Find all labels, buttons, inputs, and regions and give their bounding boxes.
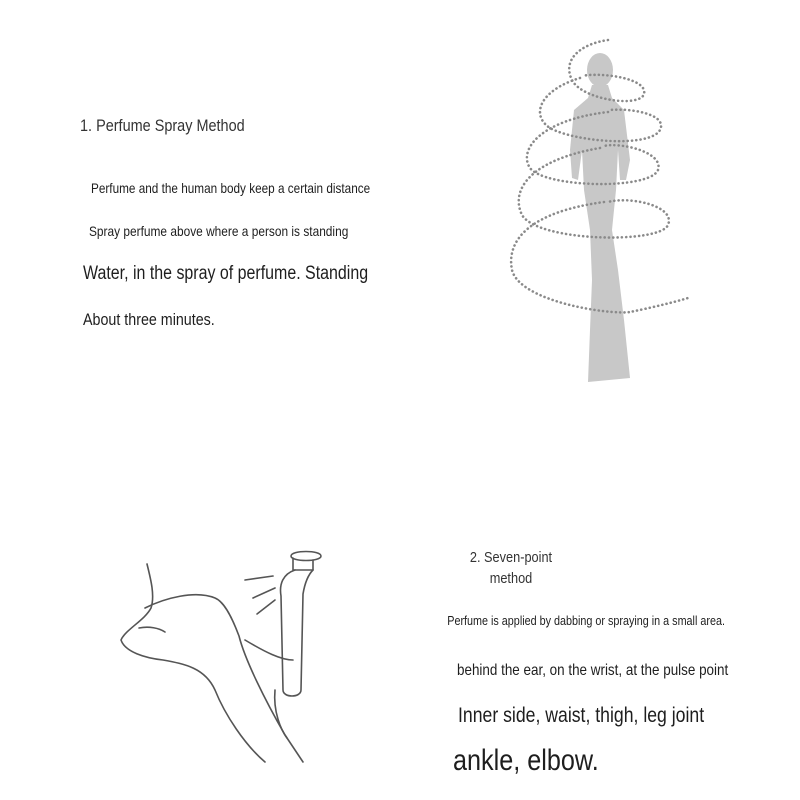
section1-title: 1. Perfume Spray Method — [80, 116, 245, 135]
perfume-bottle — [281, 552, 321, 697]
spray-lines — [245, 576, 275, 614]
section1-line-4: About three minutes. — [83, 310, 215, 329]
section1-line-1: Perfume and the human body keep a certain distance — [91, 180, 371, 196]
section1-line-3: Water, in the spray of perfume. Standing — [83, 263, 369, 284]
section2-line-2: behind the ear, on the wrist, at the pulse point — [457, 662, 729, 679]
section2-line-3: Inner side, waist, thigh, leg joint — [458, 704, 705, 727]
woman-silhouette-illustration — [500, 30, 710, 390]
section2-title: 2. Seven-point method — [469, 549, 553, 587]
hand-and-arm — [121, 564, 303, 762]
hand-spray-illustration — [115, 540, 345, 770]
section1-line-2: Spray perfume above where a person is standing — [89, 223, 349, 239]
section2-line-4: ankle, elbow. — [453, 744, 599, 777]
woman-silhouette — [570, 53, 630, 382]
section2-line-1: Perfume is applied by dabbing or spraying in a small area. — [447, 613, 725, 628]
